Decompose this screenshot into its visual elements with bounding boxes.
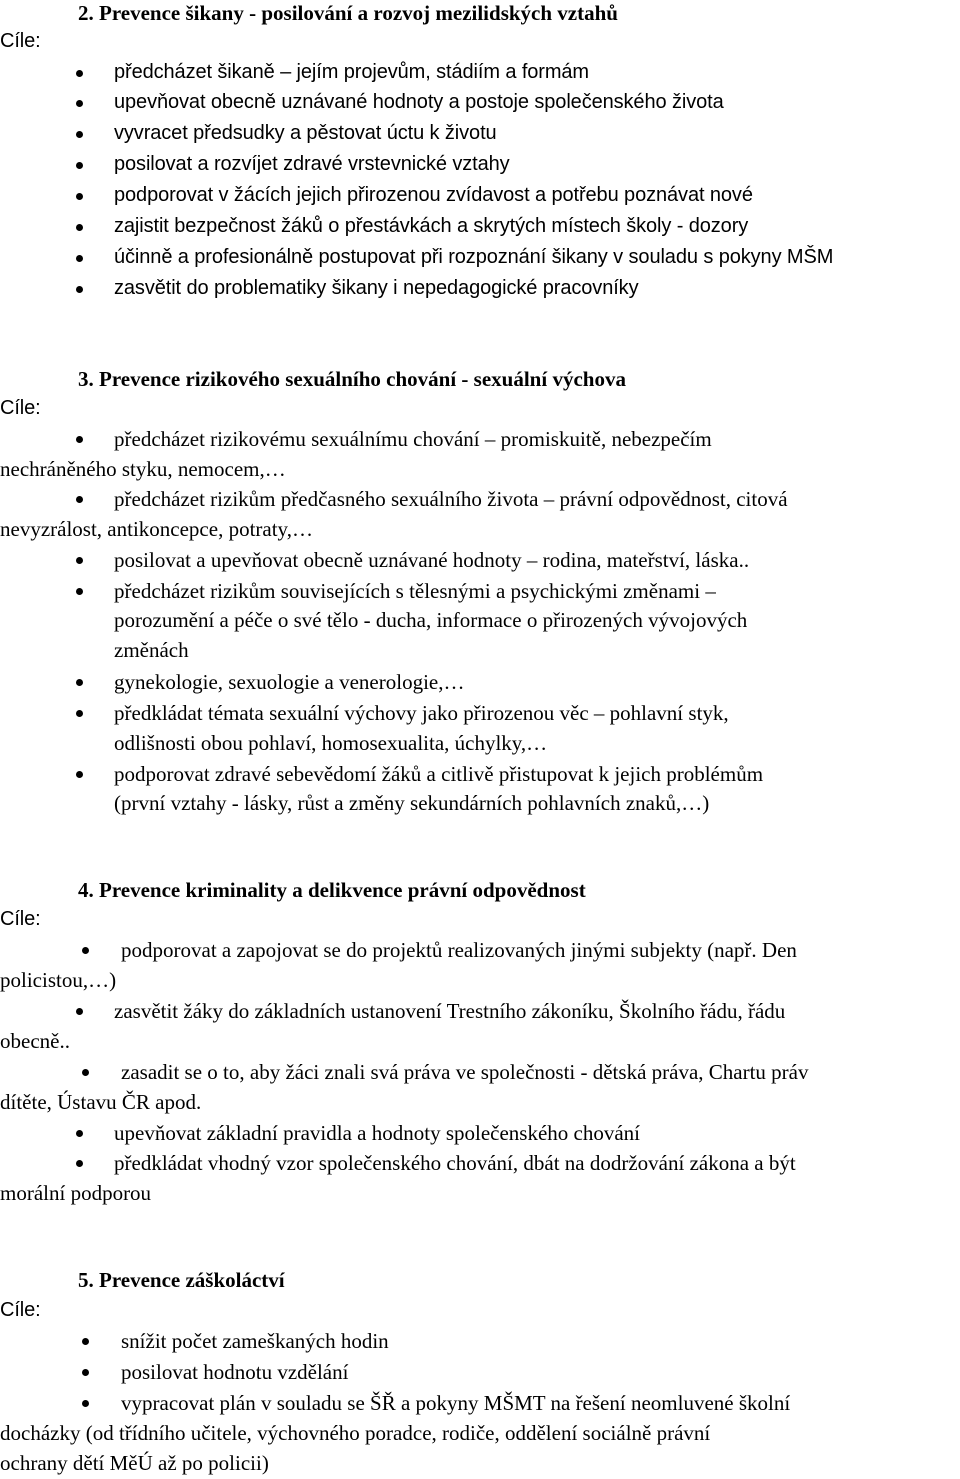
bullet-icon: [76, 436, 83, 443]
bullet-icon: [76, 1130, 83, 1137]
bullet-icon: [76, 771, 83, 778]
section-4-goals-label: Cíle:: [0, 908, 41, 930]
section-3-goals-label: Cíle:: [0, 397, 41, 419]
list-item-continuation: docházky (od třídního učitele, výchovného poradce, rodiče, oddělení sociálně právní: [0, 1421, 711, 1445]
list-item: předcházet šikaně – jejím projevům, stádiím a formám: [114, 61, 589, 83]
bullet-icon: [76, 193, 83, 200]
bullet-icon: [76, 710, 83, 717]
list-item: posilovat a rozvíjet zdravé vrstevnické vztahy: [114, 153, 510, 175]
list-item: účinně a profesionálně postupovat při rozpoznání šikany v souladu s pokyny MŠM: [114, 246, 834, 268]
list-item: předcházet rizikům souvisejících s tělesnými a psychickými změnami –: [114, 579, 716, 603]
bullet-icon: [76, 162, 83, 169]
bullet-icon: [76, 131, 83, 138]
list-item: předkládat vhodný vzor společenského chování, dbát na dodržování zákona a být: [114, 1151, 796, 1175]
list-item: zasvětit žáky do základních ustanovení Trestního zákoníku, Školního řádu, řádu: [114, 999, 786, 1023]
list-item: upevňovat základní pravidla a hodnoty společenského chování: [114, 1121, 641, 1145]
list-item-continuation: (první vztahy - lásky, růst a změny sekundárních pohlavních znaků,…): [114, 791, 710, 815]
bullet-icon: [82, 947, 89, 954]
list-item: předcházet rizikům předčasného sexuálního života – právní odpovědnost, citová: [114, 487, 788, 511]
list-item: podporovat a zapojovat se do projektů realizovaných jinými subjekty (např. Den: [121, 938, 797, 962]
list-item-continuation: nechráněného styku, nemocem,…: [0, 457, 286, 481]
bullet-icon: [76, 1008, 83, 1015]
list-item-continuation: porozumění a péče o své tělo - ducha, informace o přirozených vývojových: [114, 608, 748, 632]
list-item: podporovat zdravé sebevědomí žáků a citlivě přistupovat k jejich problémům: [114, 762, 764, 786]
bullet-icon: [76, 588, 83, 595]
list-item: zajistit bezpečnost žáků o přestávkách a skrytých místech školy - dozory: [114, 215, 749, 237]
bullet-icon: [76, 224, 83, 231]
section-4-title: 4. Prevence kriminality a delikvence právní odpovědnost: [78, 878, 586, 902]
bullet-icon: [76, 679, 83, 686]
list-item-continuation: ochrany dětí MěÚ až po policii): [0, 1451, 269, 1475]
bullet-icon: [76, 70, 83, 77]
list-item-continuation: morální podporou: [0, 1181, 152, 1205]
bullet-icon: [82, 1400, 89, 1407]
section-5-goals-label: Cíle:: [0, 1299, 41, 1321]
list-item: podporovat v žácích jejich přirozenou zvídavost a potřebu poznávat nové: [114, 184, 753, 206]
section-2-title: 2. Prevence šikany - posilování a rozvoj mezilidských vztahů: [78, 1, 618, 25]
list-item-continuation: policistou,…): [0, 968, 117, 992]
list-item-continuation: odlišnosti obou pohlaví, homosexualita, úchylky,…: [114, 731, 548, 755]
bullet-icon: [76, 496, 83, 503]
list-item: vyvracet předsudky a pěstovat úctu k životu: [114, 122, 497, 144]
bullet-icon: [76, 100, 83, 107]
section-2-goals-label: Cíle:: [0, 30, 41, 52]
bullet-icon: [82, 1338, 89, 1345]
section-3-title: 3. Prevence rizikového sexuálního chování - sexuální výchova: [78, 367, 626, 391]
list-item: gynekologie, sexuologie a venerologie,…: [114, 670, 465, 694]
list-item-continuation: nevyzrálost, antikoncepce, potraty,…: [0, 517, 313, 541]
list-item: posilovat hodnotu vzdělání: [121, 1360, 349, 1384]
bullet-icon: [76, 286, 83, 293]
list-item-continuation: změnách: [114, 638, 189, 662]
bullet-icon: [76, 1160, 83, 1167]
section-5-title: 5. Prevence záškoláctví: [78, 1268, 285, 1292]
list-item: zasvětit do problematiky šikany i nepedagogické pracovníky: [114, 277, 639, 299]
list-item: posilovat a upevňovat obecně uznávané hodnoty – rodina, mateřství, láska..: [114, 548, 750, 572]
bullet-icon: [76, 255, 83, 262]
list-item: předcházet rizikovému sexuálnímu chování – promiskuitě, nebezpečím: [114, 427, 712, 451]
list-item: snížit počet zameškaných hodin: [121, 1329, 389, 1353]
bullet-icon: [76, 557, 83, 564]
list-item: předkládat témata sexuální výchovy jako přirozenou věc – pohlavní styk,: [114, 701, 729, 725]
list-item-continuation: dítěte, Ústavu ČR apod.: [0, 1090, 202, 1114]
list-item: vypracovat plán v souladu se ŠŘ a pokyny MŠMT na řešení neomluvené školní: [121, 1391, 791, 1415]
bullet-icon: [82, 1069, 89, 1076]
bullet-icon: [82, 1369, 89, 1376]
list-item-continuation: obecně..: [0, 1029, 70, 1053]
list-item: upevňovat obecně uznávané hodnoty a postoje společenského života: [114, 91, 724, 113]
list-item: zasadit se o to, aby žáci znali svá práva ve společnosti - dětská práva, Chartu práv: [121, 1060, 809, 1084]
